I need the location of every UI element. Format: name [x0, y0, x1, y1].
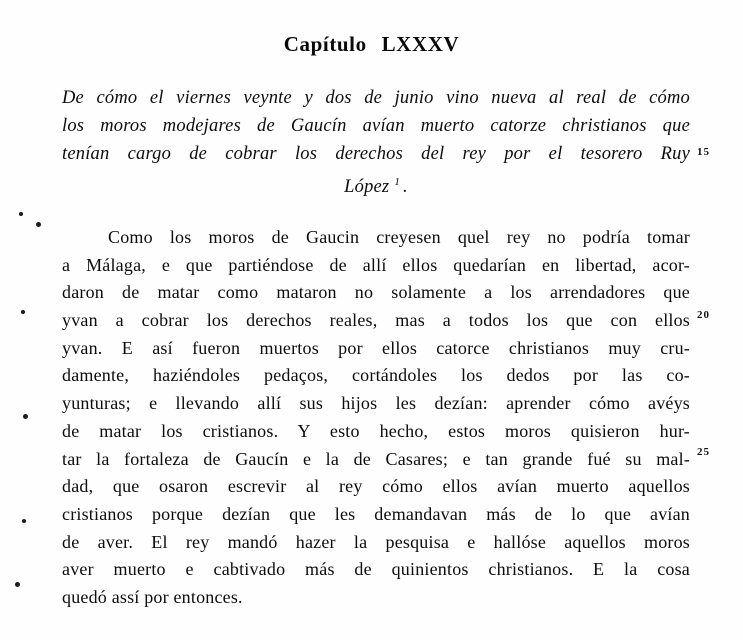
body-line: aver muerto e cabtivado más de quinientos christianos. E la cosa	[62, 559, 690, 580]
body-line: dad, que osaron escrevir al rey cómo ellos avían muerto aquellos	[62, 476, 690, 497]
summary-line: los moros modejares de Gaucín avían muerto catorze christianos que	[62, 116, 690, 136]
scan-speck	[15, 582, 20, 587]
summary-line: De cómo el viernes veynte y dos de junio vino nueva al real de cómo	[62, 88, 690, 108]
body-line: a Málaga, e que partiéndose de allí ellos quedarían en libertad, acor-	[62, 254, 690, 275]
summary-last-text: López	[344, 177, 390, 197]
margin-line-number: 20	[697, 309, 710, 321]
footnote-marker: 1	[394, 176, 401, 188]
scan-speck	[23, 414, 28, 419]
body-line: cristianos porque dezían que les demandavan más de lo que avían	[62, 503, 690, 524]
body-line: damente, haziéndoles pedaços, cortándoles los dedos por las co-	[62, 365, 690, 386]
body-line: yvan a cobrar los derechos reales, mas a todos los que con ellos	[62, 310, 690, 331]
footnote-punctuation: .	[403, 177, 408, 197]
body-line: de matar los cristianos. Y esto hecho, estos moros quisieron hur-	[62, 420, 690, 441]
body-line: daron de matar como mataron no solamente a los arrendadores que	[62, 282, 690, 303]
body-line: Como los moros de Gaucin creyesen quel rey no podría tomar	[108, 227, 690, 247]
summary-line: tenían cargo de cobrar los derechos del rey por el tesorero Ruy	[62, 144, 690, 164]
body-line: tar la fortaleza de Gaucín e la de Casares; e tan grande fué su mal-	[62, 448, 690, 469]
chapter-title: Capítulo LXXXV	[283, 32, 460, 56]
body-line: de aver. El rey mandó hazer la pesquisa e hallóse aquellos moros	[62, 531, 690, 552]
margin-line-number: 25	[697, 446, 710, 458]
summary-last-line	[62, 168, 690, 196]
body-line: yvan. E así fueron muertos por ellos catorce christianos muy cru-	[62, 337, 690, 358]
margin-line-number: 15	[697, 146, 710, 158]
scan-speck	[22, 519, 26, 523]
body-paragraph	[62, 224, 690, 612]
chapter-summary	[62, 84, 690, 196]
body-line: quedó assí por entonces.	[62, 586, 243, 607]
scan-speck	[19, 212, 23, 216]
scan-speck	[36, 222, 41, 227]
body-line: yunturas; e llevando allí sus hijos les dezían: aprender cómo avéys	[62, 393, 690, 414]
scan-speck	[21, 310, 25, 314]
